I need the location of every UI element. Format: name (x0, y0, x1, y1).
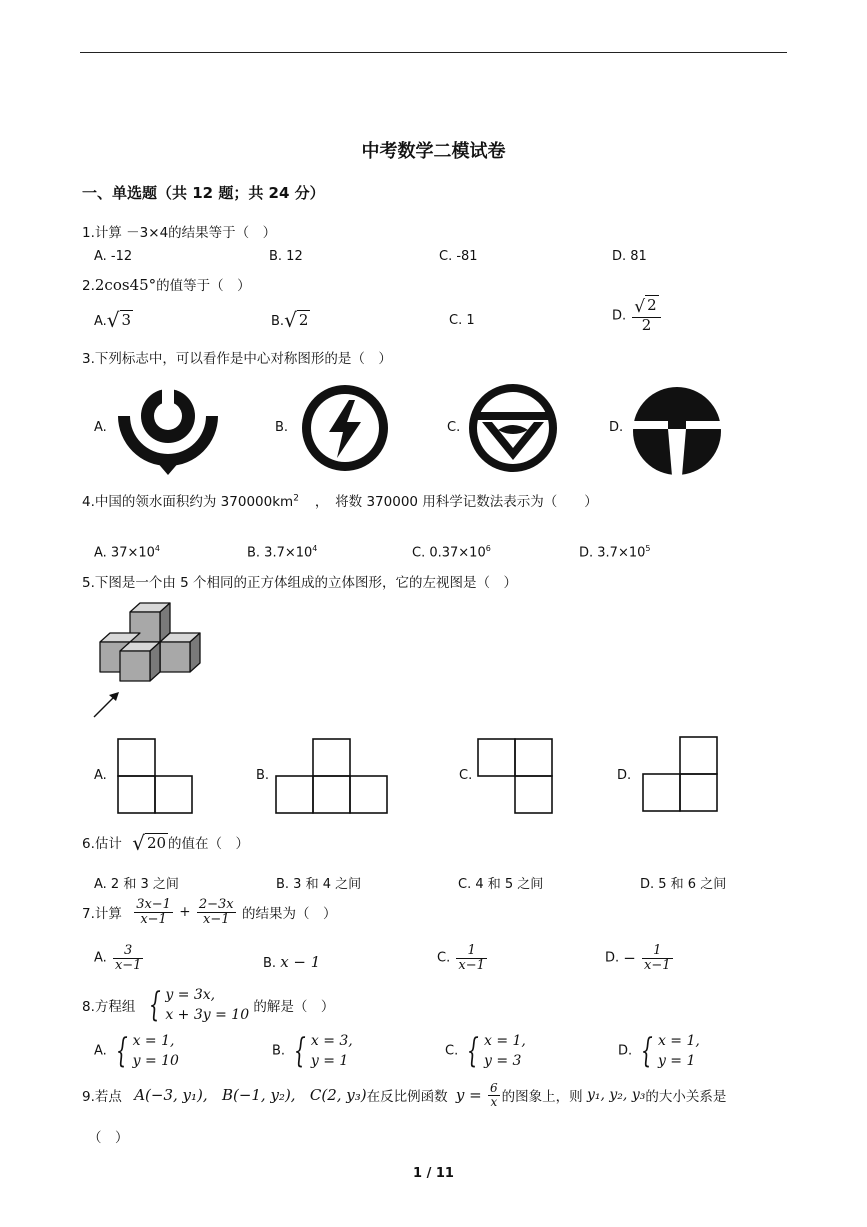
q6-option-a[interactable]: A. 2 和 3 之间 (94, 877, 179, 892)
q7-option-c[interactable]: C. $\frac{1}{x-1}$ (437, 943, 485, 973)
q7-option-a[interactable]: A. $\frac{3}{x-1}$ (94, 943, 142, 973)
page-number: 1 / 11 (413, 1166, 454, 1181)
q8-stem: 8.方程组 { y = 3x, x + 3y = 10 的解是（ ） (82, 985, 335, 1025)
q2-option-b[interactable]: B.√ 2 (271, 308, 309, 332)
q5-view-c-image (477, 738, 553, 814)
q3-stem: 3.下列标志中，可以看作是中心对称图形的是（ ） (82, 351, 392, 367)
q4-option-d[interactable]: D. $3.7\times 10^5$ (579, 544, 651, 561)
q1-stem: 1.计算 －3×4的结果等于（ ） (82, 225, 277, 241)
q3-option-b-label[interactable]: B. (275, 420, 289, 435)
q5-option-d-label[interactable]: D. (617, 768, 632, 783)
page-title: 中考数学二模试卷 (361, 141, 506, 162)
q1-option-b[interactable]: B. 12 (269, 249, 303, 264)
logo-a-image (118, 383, 218, 478)
q6-option-c[interactable]: C. 4 和 5 之间 (458, 877, 544, 892)
q1-option-d[interactable]: D. 81 (612, 249, 647, 264)
section-title: 一、单选题（共 12 题；共 24 分） (82, 184, 325, 202)
q2-option-c[interactable]: C. 1 (449, 313, 475, 328)
q6-option-d[interactable]: D. 5 和 6 之间 (640, 877, 727, 892)
q8-option-d[interactable]: D. { x = 1, y = 1 (618, 1031, 700, 1071)
q9-stem-line2: （ ） (88, 1130, 129, 1146)
q5-option-a-label[interactable]: A. (94, 768, 107, 783)
q7-option-b[interactable]: B. x − 1 (263, 953, 321, 971)
q1-option-a[interactable]: A. -12 (94, 249, 133, 264)
q3-option-c-label[interactable]: C. (447, 420, 461, 435)
q3-option-d-label[interactable]: D. (609, 420, 624, 435)
q8-option-b[interactable]: B. { x = 3, y = 1 (272, 1031, 353, 1071)
q4-option-b[interactable]: B. $3.7\times 10^4$ (247, 544, 318, 561)
q7-stem: 7.计算 $\frac{3x-1}{x-1}$ + $\frac{2-3x}{x-1}$ 的结果为（ ） (82, 897, 337, 927)
logo-d-image (632, 386, 722, 476)
sqrt-symbol: √ 2 (284, 308, 309, 332)
q1-option-c[interactable]: C. -81 (439, 249, 478, 264)
q4-option-c[interactable]: C. $0.37\times 10^6$ (412, 544, 491, 561)
header-rule (80, 52, 787, 53)
q5-option-c-label[interactable]: C. (459, 768, 473, 783)
sqrt-symbol: √ 20 (132, 831, 167, 855)
q4-stem: 4.中国的领水面积约为 $370000km^2$ ， 将数 370000 用科学记数法表示为（ ） (82, 493, 598, 510)
q7-option-d[interactable]: D. − $\frac{1}{x-1}$ (605, 943, 671, 973)
q5-view-a-image (117, 738, 193, 814)
q6-option-b[interactable]: B. 3 和 4 之间 (276, 877, 362, 892)
sqrt-symbol: √ 3 (106, 308, 132, 332)
q2-option-a[interactable]: A.√ 3 (94, 308, 132, 332)
q9-stem: 9.若点 A(−3, y₁), B(−1, y₂), C(2, y₃)在反比例函数 y = $\frac{6}{x}$ 的图象上，则 y₁, y₂, y₃的大小关系是 (82, 1081, 727, 1109)
q6-stem: 6.估计 √ 20 的值在（ ） (82, 831, 250, 855)
q3-option-a-label[interactable]: A. (94, 420, 107, 435)
logo-b-lightning-image (299, 382, 391, 474)
q5-stem: 5.下图是一个由 5 个相同的正方体组成的立体图形，它的左视图是（ ） (82, 575, 518, 591)
q2-option-d[interactable]: D. $\frac{√ 2}{2}$ (612, 298, 663, 334)
q5-option-b-label[interactable]: B. (256, 768, 270, 783)
q2-stem: 2.2cos45°的值等于（ ） (82, 276, 251, 294)
q4-option-a[interactable]: A. $37\times 10^4$ (94, 544, 160, 561)
logo-c-image (466, 382, 560, 474)
cube-figure-image (92, 600, 204, 720)
q8-option-c[interactable]: C. { x = 1, y = 3 (445, 1031, 526, 1071)
q5-view-d-image (642, 736, 718, 814)
q8-option-a[interactable]: A. { x = 1, y = 10 (94, 1031, 179, 1071)
q5-view-b-image (275, 738, 389, 814)
